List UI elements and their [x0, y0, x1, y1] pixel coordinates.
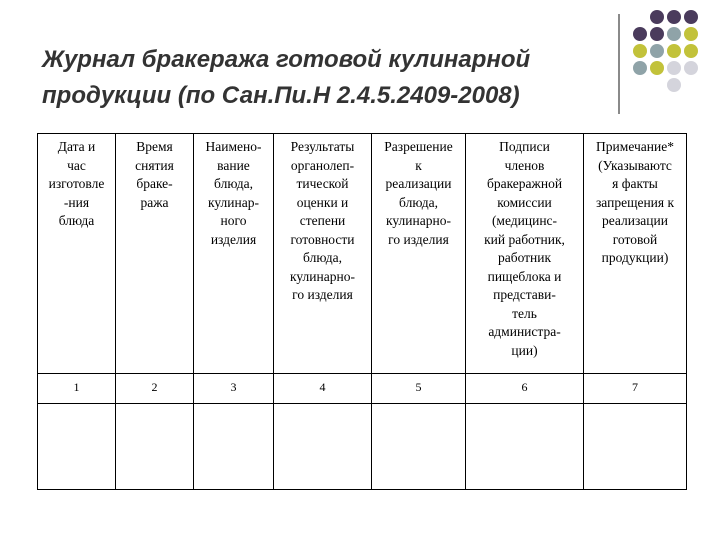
header-text-line: браке- — [136, 176, 173, 191]
header-text-line: готовности — [290, 231, 355, 247]
decorative-dot — [650, 27, 664, 41]
header-text-line: членов — [504, 157, 545, 173]
header-text-line: Примечание* — [596, 139, 674, 154]
header-text-line: тической — [296, 176, 349, 191]
header-removal-time — [116, 134, 194, 374]
header-text-line: кий работник, — [484, 231, 565, 247]
entry-cell[interactable] — [584, 404, 687, 490]
header-text-line: Наимено- — [205, 139, 262, 154]
decorative-dot — [684, 10, 698, 24]
header-text-line: (медицинс- — [491, 213, 558, 228]
decorative-dot — [633, 44, 647, 58]
header-text-line: вание — [217, 157, 250, 173]
decorative-dot — [684, 61, 698, 75]
header-text-line: блюда — [58, 213, 95, 228]
header-text-line: -ния — [63, 194, 90, 210]
title-line-1: Журнал бракеража готовой кулинарной — [42, 46, 531, 73]
header-text-line: оценки и — [296, 194, 349, 210]
decorative-dot — [667, 44, 681, 58]
decorative-dot — [633, 61, 647, 75]
header-text-line: ции) — [511, 342, 538, 358]
header-text-line: блюда, — [214, 176, 253, 191]
table-row — [38, 404, 687, 490]
column-number-row — [38, 374, 687, 404]
decorative-dot — [667, 61, 681, 75]
journal-table — [37, 133, 687, 490]
header-text-line: бракеражной — [486, 176, 563, 191]
header-text-line: продукции) — [601, 250, 669, 265]
title-line-2: продукции (по Сан.Пи.Н 2.4.5.2409-2008) — [42, 82, 520, 109]
vertical-divider — [618, 14, 620, 114]
header-text-line: представи- — [493, 287, 556, 302]
decorative-dot — [667, 10, 681, 24]
entry-cell[interactable] — [372, 404, 466, 490]
header-text-line: Дата и — [57, 139, 96, 154]
header-text-line: блюда, — [303, 250, 342, 265]
header-text-line: пищеблока и — [487, 268, 562, 284]
decorative-dot — [633, 27, 647, 41]
header-text-line: я факты — [612, 176, 658, 191]
header-text-line: (Указываютс — [598, 157, 672, 173]
header-evaluation-results — [274, 134, 372, 374]
decorative-dot-grid — [633, 10, 700, 94]
header-text-line: ного — [220, 213, 247, 228]
column-number: 4 — [274, 374, 372, 404]
header-text-line: Результаты — [290, 139, 355, 154]
header-text-line: ража — [140, 194, 169, 210]
header-date-time — [38, 134, 116, 374]
entry-cell[interactable] — [466, 404, 584, 490]
entry-cell[interactable] — [274, 404, 372, 490]
header-text-line: тель — [512, 305, 537, 321]
header-text-line: го изделия — [292, 287, 353, 302]
header-text-line: комиссии — [497, 194, 552, 210]
header-text-line: блюда, — [399, 194, 438, 210]
header-text-line: реализации — [602, 213, 668, 228]
entry-cell[interactable] — [116, 404, 194, 490]
header-commission-signatures — [466, 134, 584, 374]
decorative-dot — [650, 44, 664, 58]
header-text-line: работник — [497, 250, 552, 265]
entry-cell[interactable] — [38, 404, 116, 490]
decorative-dot — [684, 27, 698, 41]
column-number: 2 — [116, 374, 194, 404]
header-sale-permission — [372, 134, 466, 374]
header-text-line: кулинарно- — [290, 268, 355, 284]
column-number: 6 — [466, 374, 584, 404]
decorative-dot — [667, 78, 681, 92]
entry-cell[interactable] — [194, 404, 274, 490]
header-text-line: к — [415, 157, 422, 173]
header-text-line: Разрешение — [384, 139, 453, 154]
decorative-dot — [667, 27, 681, 41]
header-dish-name — [194, 134, 274, 374]
header-text-line: кулинар- — [208, 194, 259, 210]
column-number: 5 — [372, 374, 466, 404]
column-number: 7 — [584, 374, 687, 404]
header-text-line: изделия — [210, 231, 257, 247]
header-text-line: час — [67, 157, 86, 173]
header-text-line: изготовле — [48, 176, 105, 191]
column-number: 1 — [38, 374, 116, 404]
page-title — [42, 42, 622, 114]
header-note — [584, 134, 687, 374]
header-text-line: Время — [136, 139, 173, 154]
header-text-line: снятия — [135, 157, 174, 173]
header-text-line: Подписи — [499, 139, 550, 154]
header-text-line: запрещения к — [595, 194, 675, 210]
header-text-line: кулинарно- — [386, 213, 451, 228]
decorative-dot — [650, 10, 664, 24]
header-text-line: готовой — [612, 231, 658, 247]
table-header-row — [38, 134, 687, 374]
header-text-line: степени — [299, 213, 346, 228]
decorative-dot — [684, 44, 698, 58]
header-text-line: органолеп- — [290, 157, 355, 173]
decorative-dot — [650, 61, 664, 75]
header-text-line: реализации — [385, 176, 452, 191]
column-number: 3 — [194, 374, 274, 404]
header-text-line: администра- — [488, 324, 561, 339]
header-text-line: го изделия — [388, 231, 449, 247]
